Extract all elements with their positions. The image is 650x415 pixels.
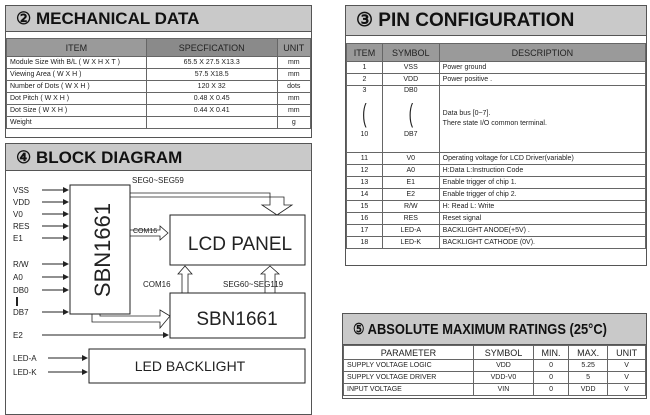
pin-number: 14 [347,189,383,201]
pin-description: Power positive . [439,74,645,86]
rating-cell: 0 [534,372,569,384]
table-row [347,165,646,177]
col-header: MIN. [534,346,569,360]
pin-symbol [382,86,439,153]
table-row [347,201,646,213]
cell-text: There state I/O common terminal. [442,120,547,127]
col-header: PARAMETER [344,346,474,360]
block-diagram-title: ④ BLOCK DIAGRAM [6,144,311,171]
block-diagram [0,140,330,408]
col-header: DESCRIPTION [439,44,645,62]
cell-text: DB7 [403,131,418,138]
pin-symbol: E2 [382,189,439,201]
signal-label: R/W [13,260,29,269]
pin-description: Enable trigger of chip 2. [439,189,645,201]
rating-cell: 0 [534,384,569,396]
table-row [7,81,311,93]
pin-description: Operating voltage for LCD Driver(variable) [439,153,645,165]
col-header: SYMBOL [382,44,439,62]
ratings-title: ⑤ ABSOLUTE MAXIMUM RATINGS (25°C) [353,321,607,338]
ratings-table [343,345,646,396]
rating-cell: SUPPLY VOLTAGE DRIVER [344,372,474,384]
signal-label: DB7 [13,308,29,317]
rating-cell: V [608,372,646,384]
table-row [347,74,646,86]
pin-symbol: V0 [382,153,439,165]
table-row [344,360,646,372]
item-cell: Viewing Area ( W X H ) [7,69,147,81]
pin-description: Reset signal [439,213,645,225]
pin-description: Enable trigger of chip 1. [439,177,645,189]
table-row [347,177,646,189]
signal-label: VDD [13,198,30,207]
signal-label: LED-A [13,354,37,363]
spec-cell: 0.48 X 0.45 [146,93,277,105]
seg-bus-arrow [130,193,292,215]
table-row [7,117,311,129]
table-row [347,225,646,237]
pin-number: 18 [347,237,383,249]
mechanical-data-section [5,5,312,138]
rating-cell: VIN [473,384,533,396]
pin-description: H:Data L:Instruction Code [439,165,645,177]
signal-label: RES [13,222,30,231]
spec-cell: 65.5 X 27.5 X13.3 [146,57,277,69]
item-cell: Number of Dots ( W X H ) [7,81,147,93]
table-row [347,62,646,74]
pin-description: BACKLIGHT CATHODE (0V). [439,237,645,249]
rating-cell: SUPPLY VOLTAGE LOGIC [344,360,474,372]
pin-description: Power ground [439,62,645,74]
pin-number: 16 [347,213,383,225]
pin-configuration-section [345,5,647,266]
rating-cell: INPUT VOLTAGE [344,384,474,396]
com-arrow-2 [178,266,192,293]
spec-cell: 120 X 32 [146,81,277,93]
table-row [7,57,311,69]
mechanical-data-title: ② MECHANICAL DATA [6,6,311,32]
rating-cell: V [608,384,646,396]
rating-cell: 5 [569,372,608,384]
col-header: SYMBOL [473,346,533,360]
col-header: UNIT [277,39,310,57]
chip2-label: SBN1661 [196,309,278,330]
table-row [344,372,646,384]
signal-label: E2 [13,331,23,340]
absolute-maximum-ratings-section [342,313,647,399]
ratings-title-bar [343,314,646,345]
table-row [347,189,646,201]
unit-cell: mm [277,57,310,69]
col-header: UNIT [608,346,646,360]
spec-cell: 57.5 X18.5 [146,69,277,81]
unit-cell: mm [277,69,310,81]
led-backlight-label: LED BACKLIGHT [134,358,246,374]
table-row [7,105,311,117]
unit-cell: mm [277,105,310,117]
pin-symbol: RES [382,213,439,225]
item-cell: Dot Size ( W X H ) [7,105,147,117]
pin-number: 15 [347,201,383,213]
unit-cell: g [277,117,310,129]
signal-label: V0 [13,210,23,219]
spec-cell [146,117,277,129]
table-row [7,93,311,105]
pin-symbol: LED-K [382,237,439,249]
unit-cell: dots [277,81,310,93]
col-header: MAX. [569,346,608,360]
pin-symbol: A0 [382,165,439,177]
com2-label: COM16 [143,280,171,289]
item-cell: Module Size With B/L ( W X H X T ) [7,57,147,69]
pin-symbol: E1 [382,177,439,189]
table-row [347,237,646,249]
table-row [344,384,646,396]
pin-table [346,43,646,249]
chip1-label: SBN1661 [90,202,115,298]
cell-text: 10 [360,131,369,138]
col-header: SPECFICATION [146,39,277,57]
pin-number: 11 [347,153,383,165]
pin-number: 13 [347,177,383,189]
signal-label: LED-K [13,368,37,377]
pin-configuration-title: ③ PIN CONFIGURATION [346,6,646,36]
pin-symbol: LED-A [382,225,439,237]
pin-description: H: Read L: Write [439,201,645,213]
pin-description: BACKLIGHT ANODE(+5V) . [439,225,645,237]
rating-cell: VDD [569,384,608,396]
seg1-label: SEG0~SEG59 [132,176,184,185]
rating-cell: VDD-V0 [473,372,533,384]
range-brace-icon: ( [362,98,367,128]
range-brace-icon: ( [408,98,413,128]
signal-label: DB0 [13,286,29,295]
table-row [347,153,646,165]
item-cell: Dot Pitch ( W X H ) [7,93,147,105]
rating-cell: V [608,360,646,372]
pin-symbol: VSS [382,62,439,74]
pin-number: 2 [347,74,383,86]
table-row [347,213,646,225]
signal-label: E1 [13,234,23,243]
spec-cell: 0.44 X 0.41 [146,105,277,117]
table-row [347,86,646,153]
cell-text: DB0 [403,87,418,94]
unit-cell: mm [277,93,310,105]
pin-symbol: R/W [382,201,439,213]
seg2-label: SEG60~SEG119 [223,280,284,289]
table-row [7,69,311,81]
cell-text: 3 [362,87,367,94]
item-cell: Weight [7,117,147,129]
pin-number: 17 [347,225,383,237]
signal-label: A0 [13,273,23,282]
rating-cell: 0 [534,360,569,372]
col-header: ITEM [7,39,147,57]
rating-cell: VDD [473,360,533,372]
pin-number: 12 [347,165,383,177]
mechanical-table [6,38,311,129]
pin-symbol: VDD [382,74,439,86]
pin-number [347,86,383,153]
col-header: ITEM [347,44,383,62]
com1-label: COM16 [133,228,158,235]
rating-cell: 5.25 [569,360,608,372]
pin-number: 1 [347,62,383,74]
pin-description [439,86,645,153]
signal-label: VSS [13,186,30,195]
cell-text: Data bus [0~7]. [442,110,491,117]
lcd-panel-label: LCD PANEL [187,234,293,255]
